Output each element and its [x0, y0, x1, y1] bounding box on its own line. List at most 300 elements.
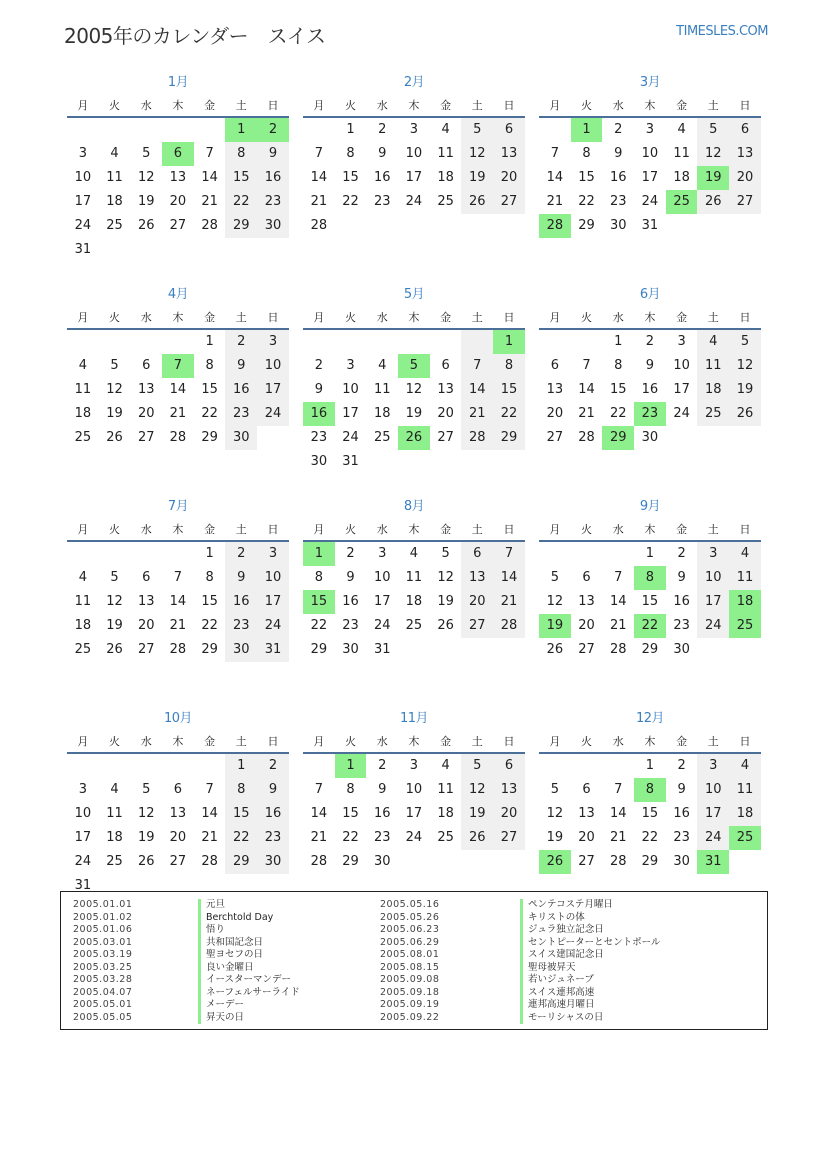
day-cell-holiday[interactable]: 31	[697, 850, 729, 874]
day-cell[interactable]: 18	[673, 170, 690, 185]
day-cell[interactable]: 10	[257, 566, 289, 590]
day-cell[interactable]: 4	[441, 758, 450, 773]
day-cell[interactable]: 26	[729, 402, 761, 426]
day-cell[interactable]: 28	[310, 854, 328, 869]
day-cell[interactable]: 29	[641, 854, 659, 869]
day-cell[interactable]: 3	[78, 782, 87, 797]
day-cell[interactable]: 22	[201, 406, 218, 421]
day-cell[interactable]: 19	[405, 406, 423, 421]
day-cell[interactable]: 12	[137, 170, 155, 185]
day-cell[interactable]: 18	[729, 802, 761, 826]
day-cell[interactable]: 12	[546, 594, 564, 609]
day-cell[interactable]: 7	[314, 782, 323, 797]
day-cell[interactable]: 25	[106, 218, 123, 233]
day-cell[interactable]: 17	[673, 382, 690, 397]
day-cell[interactable]: 2	[314, 358, 323, 373]
day-cell[interactable]: 8	[225, 142, 257, 166]
day-cell[interactable]: 7	[614, 570, 623, 585]
day-cell-holiday[interactable]: 1	[335, 754, 367, 778]
day-cell[interactable]: 6	[142, 358, 151, 373]
day-cell[interactable]: 19	[729, 378, 761, 402]
day-cell[interactable]: 22	[493, 402, 525, 426]
day-cell[interactable]: 20	[546, 406, 564, 421]
day-cell[interactable]: 21	[609, 830, 627, 845]
day-cell[interactable]: 8	[205, 570, 214, 585]
day-cell[interactable]: 13	[169, 806, 187, 821]
day-cell[interactable]: 13	[729, 142, 761, 166]
day-cell[interactable]: 19	[461, 166, 493, 190]
day-cell[interactable]: 3	[409, 122, 419, 137]
day-cell-holiday[interactable]: 1	[225, 118, 257, 142]
day-cell[interactable]: 12	[697, 142, 729, 166]
day-cell[interactable]: 15	[609, 382, 627, 397]
day-cell[interactable]: 21	[578, 406, 595, 421]
day-cell[interactable]: 24	[342, 430, 359, 445]
day-cell[interactable]: 15	[201, 382, 218, 397]
day-cell[interactable]: 29	[493, 426, 525, 450]
day-cell[interactable]: 25	[437, 194, 454, 209]
day-cell[interactable]: 24	[74, 854, 92, 869]
day-cell[interactable]: 4	[110, 146, 119, 161]
day-cell[interactable]: 8	[493, 354, 525, 378]
day-cell[interactable]: 22	[201, 618, 218, 633]
day-cell[interactable]: 3	[697, 542, 729, 566]
day-cell[interactable]: 12	[461, 778, 493, 802]
day-cell[interactable]: 19	[137, 830, 155, 845]
day-cell[interactable]: 15	[641, 806, 659, 821]
day-cell[interactable]: 25	[106, 854, 123, 869]
day-cell[interactable]: 10	[257, 354, 289, 378]
day-cell[interactable]: 30	[373, 854, 391, 869]
day-cell[interactable]: 4	[409, 546, 419, 561]
day-cell-holiday[interactable]: 7	[162, 354, 194, 378]
day-cell-holiday[interactable]: 16	[303, 402, 335, 426]
day-cell[interactable]: 18	[74, 406, 92, 421]
day-cell[interactable]: 3	[257, 330, 289, 354]
day-cell[interactable]: 3	[677, 334, 686, 349]
day-cell[interactable]: 28	[310, 218, 328, 233]
day-cell[interactable]: 22	[225, 826, 257, 850]
day-cell[interactable]: 6	[142, 570, 151, 585]
day-cell[interactable]: 21	[310, 194, 328, 209]
day-cell[interactable]: 6	[729, 118, 761, 142]
day-cell[interactable]: 29	[225, 214, 257, 238]
day-cell[interactable]: 20	[169, 830, 187, 845]
day-cell[interactable]: 10	[342, 382, 359, 397]
day-cell-holiday[interactable]: 23	[634, 402, 666, 426]
day-cell[interactable]: 9	[257, 142, 289, 166]
day-cell[interactable]: 20	[493, 166, 525, 190]
day-cell-holiday[interactable]: 5	[398, 354, 430, 378]
day-cell[interactable]: 29	[201, 642, 218, 657]
day-cell[interactable]: 16	[373, 170, 391, 185]
day-cell[interactable]: 21	[201, 194, 218, 209]
day-cell[interactable]: 1	[205, 546, 214, 561]
day-cell[interactable]: 13	[578, 594, 595, 609]
day-cell[interactable]: 11	[405, 570, 423, 585]
day-cell[interactable]: 1	[205, 334, 214, 349]
day-cell[interactable]: 26	[437, 618, 454, 633]
day-cell[interactable]: 24	[697, 826, 729, 850]
day-cell[interactable]: 28	[201, 854, 218, 869]
day-cell[interactable]: 3	[645, 122, 655, 137]
day-cell[interactable]: 20	[137, 618, 155, 633]
day-cell[interactable]: 4	[729, 754, 761, 778]
day-cell[interactable]: 28	[493, 614, 525, 638]
day-cell[interactable]: 26	[461, 190, 493, 214]
day-cell[interactable]: 22	[641, 830, 659, 845]
day-cell[interactable]: 14	[169, 382, 187, 397]
day-cell[interactable]: 3	[78, 146, 87, 161]
day-cell[interactable]: 17	[697, 590, 729, 614]
day-cell[interactable]: 19	[137, 194, 155, 209]
day-cell[interactable]: 25	[74, 642, 92, 657]
day-cell[interactable]: 30	[257, 850, 289, 874]
day-cell[interactable]: 23	[673, 830, 690, 845]
day-cell[interactable]: 12	[137, 806, 155, 821]
day-cell[interactable]: 26	[461, 826, 493, 850]
day-cell[interactable]: 10	[673, 358, 690, 373]
day-cell[interactable]: 20	[578, 618, 595, 633]
day-cell[interactable]: 9	[378, 782, 387, 797]
day-cell[interactable]: 23	[609, 194, 627, 209]
day-cell[interactable]: 2	[677, 758, 686, 773]
day-cell[interactable]: 22	[342, 830, 359, 845]
day-cell[interactable]: 21	[169, 618, 187, 633]
day-cell[interactable]: 30	[257, 214, 289, 238]
day-cell[interactable]: 17	[697, 802, 729, 826]
day-cell[interactable]: 9	[677, 782, 686, 797]
day-cell[interactable]: 24	[74, 218, 92, 233]
day-cell[interactable]: 29	[201, 430, 218, 445]
day-cell[interactable]: 8	[205, 358, 214, 373]
day-cell[interactable]: 6	[441, 358, 450, 373]
day-cell[interactable]: 20	[578, 830, 595, 845]
day-cell[interactable]: 26	[697, 190, 729, 214]
day-cell[interactable]: 8	[614, 358, 623, 373]
day-cell[interactable]: 27	[578, 854, 595, 869]
day-cell[interactable]: 15	[225, 166, 257, 190]
day-cell[interactable]: 23	[257, 190, 289, 214]
day-cell[interactable]: 5	[461, 754, 493, 778]
day-cell[interactable]: 24	[405, 830, 423, 845]
day-cell[interactable]: 26	[546, 642, 564, 657]
day-cell[interactable]: 17	[405, 170, 423, 185]
day-cell[interactable]: 29	[578, 218, 595, 233]
day-cell[interactable]: 11	[74, 382, 92, 397]
day-cell[interactable]: 31	[373, 642, 391, 657]
day-cell[interactable]: 7	[614, 782, 623, 797]
day-cell[interactable]: 13	[493, 778, 525, 802]
day-cell[interactable]: 2	[645, 334, 655, 349]
day-cell[interactable]: 12	[106, 382, 123, 397]
day-cell[interactable]: 6	[582, 570, 591, 585]
day-cell[interactable]: 5	[550, 782, 559, 797]
day-cell[interactable]: 2	[346, 546, 355, 561]
day-cell[interactable]: 28	[609, 642, 627, 657]
day-cell[interactable]: 2	[614, 122, 623, 137]
day-cell[interactable]: 9	[677, 570, 686, 585]
day-cell[interactable]: 13	[578, 806, 595, 821]
day-cell[interactable]: 5	[461, 118, 493, 142]
day-cell[interactable]: 16	[373, 806, 391, 821]
day-cell[interactable]: 4	[110, 782, 119, 797]
day-cell-holiday[interactable]: 1	[493, 330, 525, 354]
day-cell[interactable]: 27	[493, 190, 525, 214]
day-cell[interactable]: 11	[106, 170, 123, 185]
day-cell[interactable]: 4	[378, 358, 387, 373]
day-cell[interactable]: 5	[142, 782, 151, 797]
day-cell[interactable]: 16	[225, 378, 257, 402]
day-cell[interactable]: 8	[346, 146, 355, 161]
day-cell[interactable]: 30	[225, 638, 257, 662]
day-cell[interactable]: 30	[609, 218, 627, 233]
day-cell[interactable]: 25	[437, 830, 454, 845]
day-cell[interactable]: 28	[169, 430, 187, 445]
day-cell[interactable]: 9	[225, 566, 257, 590]
day-cell[interactable]: 15	[578, 170, 595, 185]
day-cell[interactable]: 6	[582, 782, 591, 797]
day-cell[interactable]: 24	[257, 614, 289, 638]
day-cell[interactable]: 2	[225, 330, 257, 354]
day-cell[interactable]: 10	[373, 570, 391, 585]
day-cell[interactable]: 7	[461, 354, 493, 378]
day-cell[interactable]: 2	[378, 758, 387, 773]
day-cell[interactable]: 16	[257, 802, 289, 826]
day-cell[interactable]: 12	[437, 570, 454, 585]
day-cell[interactable]: 9	[225, 354, 257, 378]
day-cell[interactable]: 6	[550, 358, 559, 373]
day-cell[interactable]: 19	[437, 594, 454, 609]
day-cell-holiday[interactable]: 28	[539, 214, 571, 238]
day-cell[interactable]: 19	[461, 802, 493, 826]
day-cell[interactable]: 10	[405, 782, 423, 797]
day-cell[interactable]: 1	[225, 754, 257, 778]
day-cell[interactable]: 18	[437, 806, 454, 821]
day-cell[interactable]: 5	[110, 570, 119, 585]
day-cell[interactable]: 1	[346, 122, 355, 137]
day-cell[interactable]: 9	[346, 570, 355, 585]
day-cell[interactable]: 26	[137, 218, 155, 233]
day-cell[interactable]: 14	[201, 806, 218, 821]
day-cell[interactable]: 3	[697, 754, 729, 778]
day-cell[interactable]: 14	[310, 170, 328, 185]
day-cell[interactable]: 13	[546, 382, 564, 397]
day-cell[interactable]: 20	[493, 802, 525, 826]
day-cell[interactable]: 5	[697, 118, 729, 142]
day-cell[interactable]: 9	[378, 146, 387, 161]
day-cell[interactable]: 10	[697, 566, 729, 590]
day-cell[interactable]: 10	[405, 146, 423, 161]
day-cell[interactable]: 6	[493, 118, 525, 142]
day-cell[interactable]: 11	[437, 782, 454, 797]
day-cell[interactable]: 27	[578, 642, 595, 657]
day-cell[interactable]: 23	[373, 194, 391, 209]
day-cell-holiday[interactable]: 29	[602, 426, 634, 450]
day-cell[interactable]: 15	[641, 594, 659, 609]
day-cell[interactable]: 18	[106, 194, 123, 209]
day-cell[interactable]: 20	[461, 590, 493, 614]
day-cell[interactable]: 29	[310, 642, 328, 657]
day-cell[interactable]: 14	[609, 806, 627, 821]
day-cell[interactable]: 7	[314, 146, 323, 161]
day-cell[interactable]: 29	[342, 854, 359, 869]
day-cell[interactable]: 22	[342, 194, 359, 209]
day-cell[interactable]: 27	[137, 642, 155, 657]
day-cell[interactable]: 9	[645, 358, 655, 373]
day-cell[interactable]: 2	[378, 122, 387, 137]
day-cell[interactable]: 17	[373, 594, 391, 609]
day-cell[interactable]: 19	[546, 830, 564, 845]
day-cell-holiday[interactable]: 8	[634, 566, 666, 590]
day-cell[interactable]: 10	[74, 170, 92, 185]
day-cell[interactable]: 31	[74, 878, 92, 893]
day-cell[interactable]: 16	[673, 806, 690, 821]
day-cell[interactable]: 5	[110, 358, 119, 373]
day-cell[interactable]: 10	[641, 146, 659, 161]
day-cell[interactable]: 27	[169, 218, 187, 233]
day-cell[interactable]: 1	[645, 546, 655, 561]
day-cell-holiday[interactable]: 1	[571, 118, 603, 142]
day-cell[interactable]: 18	[74, 618, 92, 633]
day-cell[interactable]: 31	[342, 454, 359, 469]
day-cell[interactable]: 4	[78, 358, 87, 373]
day-cell[interactable]: 28	[609, 854, 627, 869]
day-cell[interactable]: 25	[373, 430, 391, 445]
day-cell[interactable]: 11	[373, 382, 391, 397]
day-cell[interactable]: 21	[493, 590, 525, 614]
day-cell[interactable]: 16	[342, 594, 359, 609]
day-cell[interactable]: 27	[437, 430, 454, 445]
day-cell[interactable]: 2	[225, 542, 257, 566]
day-cell[interactable]: 2	[257, 754, 289, 778]
day-cell[interactable]: 7	[582, 358, 591, 373]
day-cell[interactable]: 25	[405, 618, 423, 633]
day-cell[interactable]: 30	[310, 454, 328, 469]
day-cell[interactable]: 4	[441, 122, 450, 137]
day-cell[interactable]: 30	[673, 854, 690, 869]
day-cell[interactable]: 29	[641, 642, 659, 657]
day-cell[interactable]: 26	[106, 642, 123, 657]
day-cell[interactable]: 31	[257, 638, 289, 662]
day-cell[interactable]: 23	[257, 826, 289, 850]
day-cell[interactable]: 15	[493, 378, 525, 402]
day-cell-holiday[interactable]: 22	[634, 614, 666, 638]
day-cell[interactable]: 17	[74, 194, 92, 209]
day-cell[interactable]: 28	[201, 218, 218, 233]
day-cell[interactable]: 13	[461, 566, 493, 590]
day-cell[interactable]: 24	[697, 614, 729, 638]
day-cell[interactable]: 11	[729, 778, 761, 802]
day-cell[interactable]: 13	[169, 170, 187, 185]
day-cell[interactable]: 23	[225, 402, 257, 426]
day-cell-holiday[interactable]: 1	[303, 542, 335, 566]
day-cell[interactable]: 2	[677, 546, 686, 561]
day-cell[interactable]: 18	[697, 378, 729, 402]
day-cell-holiday[interactable]: 6	[162, 142, 194, 166]
day-cell[interactable]: 14	[169, 594, 187, 609]
day-cell[interactable]: 3	[257, 542, 289, 566]
day-cell[interactable]: 12	[546, 806, 564, 821]
day-cell[interactable]: 12	[729, 354, 761, 378]
day-cell[interactable]: 24	[641, 194, 659, 209]
day-cell[interactable]: 24	[257, 402, 289, 426]
day-cell[interactable]: 8	[225, 778, 257, 802]
day-cell-holiday[interactable]: 25	[729, 614, 761, 638]
day-cell[interactable]: 3	[409, 758, 419, 773]
day-cell[interactable]: 11	[697, 354, 729, 378]
day-cell[interactable]: 9	[614, 146, 623, 161]
day-cell[interactable]: 1	[645, 758, 655, 773]
day-cell[interactable]: 23	[373, 830, 391, 845]
day-cell[interactable]: 27	[461, 614, 493, 638]
day-cell[interactable]: 17	[405, 806, 423, 821]
day-cell[interactable]: 18	[373, 406, 391, 421]
day-cell-holiday[interactable]: 8	[634, 778, 666, 802]
day-cell[interactable]: 14	[578, 382, 595, 397]
day-cell[interactable]: 21	[461, 402, 493, 426]
day-cell[interactable]: 14	[493, 566, 525, 590]
day-cell[interactable]: 4	[78, 570, 87, 585]
day-cell[interactable]: 9	[257, 778, 289, 802]
day-cell[interactable]: 13	[137, 382, 155, 397]
day-cell[interactable]: 27	[493, 826, 525, 850]
day-cell[interactable]: 7	[493, 542, 525, 566]
day-cell[interactable]: 27	[546, 430, 564, 445]
day-cell[interactable]: 30	[225, 426, 257, 450]
day-cell[interactable]: 23	[225, 614, 257, 638]
day-cell-holiday[interactable]: 26	[539, 850, 571, 874]
day-cell[interactable]: 19	[106, 406, 123, 421]
day-cell[interactable]: 27	[169, 854, 187, 869]
day-cell[interactable]: 27	[729, 190, 761, 214]
day-cell[interactable]: 28	[461, 426, 493, 450]
day-cell[interactable]: 21	[609, 618, 627, 633]
day-cell[interactable]: 15	[342, 170, 359, 185]
day-cell[interactable]: 21	[310, 830, 328, 845]
day-cell[interactable]: 8	[314, 570, 323, 585]
day-cell[interactable]: 4	[729, 542, 761, 566]
day-cell[interactable]: 18	[437, 170, 454, 185]
day-cell[interactable]: 31	[641, 218, 659, 233]
day-cell[interactable]: 22	[578, 194, 595, 209]
day-cell[interactable]: 15	[201, 594, 218, 609]
day-cell[interactable]: 16	[225, 590, 257, 614]
day-cell[interactable]: 17	[257, 378, 289, 402]
day-cell[interactable]: 17	[342, 406, 359, 421]
day-cell[interactable]: 12	[106, 594, 123, 609]
day-cell[interactable]: 17	[257, 590, 289, 614]
day-cell[interactable]: 31	[74, 242, 92, 257]
day-cell[interactable]: 7	[550, 146, 559, 161]
day-cell[interactable]: 18	[405, 594, 423, 609]
day-cell-holiday[interactable]: 26	[398, 426, 430, 450]
day-cell[interactable]: 20	[729, 166, 761, 190]
day-cell[interactable]: 14	[310, 806, 328, 821]
day-cell[interactable]: 10	[697, 778, 729, 802]
day-cell[interactable]: 25	[697, 402, 729, 426]
day-cell[interactable]: 7	[173, 570, 183, 585]
day-cell[interactable]: 24	[405, 194, 423, 209]
day-cell[interactable]: 22	[225, 190, 257, 214]
day-cell[interactable]: 15	[342, 806, 359, 821]
day-cell[interactable]: 17	[74, 830, 92, 845]
day-cell[interactable]: 1	[614, 334, 623, 349]
day-cell[interactable]: 24	[373, 618, 391, 633]
day-cell[interactable]: 30	[673, 642, 690, 657]
day-cell[interactable]: 8	[582, 146, 591, 161]
day-cell[interactable]: 30	[342, 642, 359, 657]
